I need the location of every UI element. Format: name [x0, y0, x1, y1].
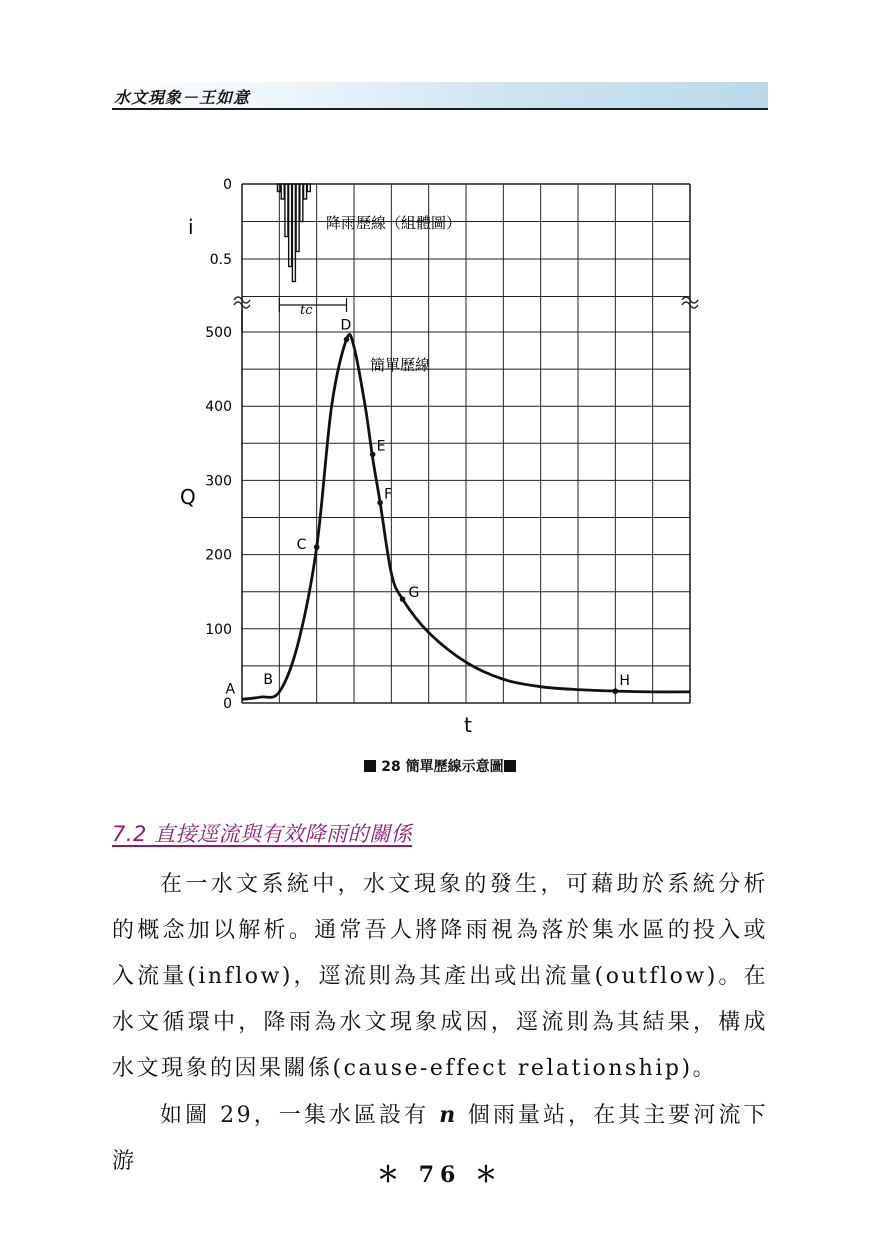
- point-marker-f: [377, 500, 383, 506]
- point-labels: [225, 317, 629, 697]
- point-label-e: E: [376, 438, 386, 455]
- point-label-d: D: [340, 317, 352, 334]
- hydrograph-chart: [170, 170, 710, 760]
- point-label-g: G: [408, 585, 420, 602]
- hydrograph-figure: [170, 170, 710, 760]
- q-tick-label: 500: [205, 325, 232, 341]
- point-label-a: A: [225, 681, 236, 698]
- point-label-f: F: [384, 486, 393, 503]
- point-marker-e: [370, 452, 376, 458]
- q-tick-label: 300: [205, 473, 232, 490]
- section-title: 7.2 直接逕流與有效降雨的關係: [112, 822, 413, 846]
- caption-square-left: [364, 760, 376, 772]
- rainfall-hyetograph-label: 降雨歷線（組體圖）: [326, 214, 462, 232]
- q-tick-label: 400: [205, 399, 232, 416]
- rainfall-bar: [307, 184, 310, 192]
- rainfall-bar: [304, 184, 307, 199]
- point-marker-h: [613, 688, 619, 694]
- paragraph-2-variable: n: [439, 1102, 458, 1128]
- rainfall-bar: [292, 184, 295, 282]
- point-label-b: B: [263, 671, 273, 688]
- rainfall-bars: [277, 184, 346, 312]
- q-tick-label: 0: [223, 696, 232, 712]
- point-marker-c: [314, 544, 320, 550]
- body-paragraph-1: 在一水文系統中，水文現象的發生，可藉助於系統分析的概念加以解析。通常吾人將降雨視為落於集水區的投入或入流量(inflow)，逕流則為其產出或出流量(outflow)。在水文循環中，降雨為水文現象成因，逕流則為其結果，構成水文現象的因果關係(cause-effect relationship)。: [112, 872, 768, 1081]
- caption-number: 28: [381, 759, 401, 775]
- paragraph-2-start: 如圖 29，一集水區設有: [160, 1103, 440, 1128]
- paragraph-2-end: 個雨量站，在其主要河流下游: [112, 1103, 769, 1174]
- page-header: [112, 82, 768, 110]
- rainfall-bar: [296, 184, 299, 252]
- simple-hydrograph-label: 簡單歷線: [370, 356, 431, 374]
- rain-axis-label: i: [188, 215, 194, 239]
- page-number: ＊ 76 ＊: [377, 1162, 503, 1188]
- q-axis-label: Q: [180, 485, 196, 509]
- caption-text: 簡單歷線示意圖: [405, 759, 504, 775]
- rainfall-bar: [300, 184, 303, 222]
- point-label-c: C: [296, 537, 307, 554]
- q-tick-label: 100: [205, 621, 232, 638]
- t-axis-label: t: [464, 713, 472, 737]
- point-label-h: H: [619, 673, 630, 690]
- caption-square-right: [504, 760, 516, 772]
- q-tick-label: 200: [205, 547, 232, 564]
- tc-bracket: [279, 298, 346, 312]
- rainfall-bar: [281, 184, 284, 199]
- q-tick-labels: [205, 325, 232, 712]
- point-marker-g: [400, 596, 406, 602]
- rainfall-bar: [289, 184, 292, 267]
- rain-tick-label: 0.5: [209, 252, 232, 268]
- figure-caption: [0, 756, 880, 776]
- point-marker-d: [344, 337, 350, 343]
- tc-label: tc: [300, 303, 313, 318]
- rainfall-bar: [285, 184, 288, 237]
- rain-tick-label: 0: [223, 177, 232, 193]
- header-title: 水文現象－王如意: [114, 88, 251, 107]
